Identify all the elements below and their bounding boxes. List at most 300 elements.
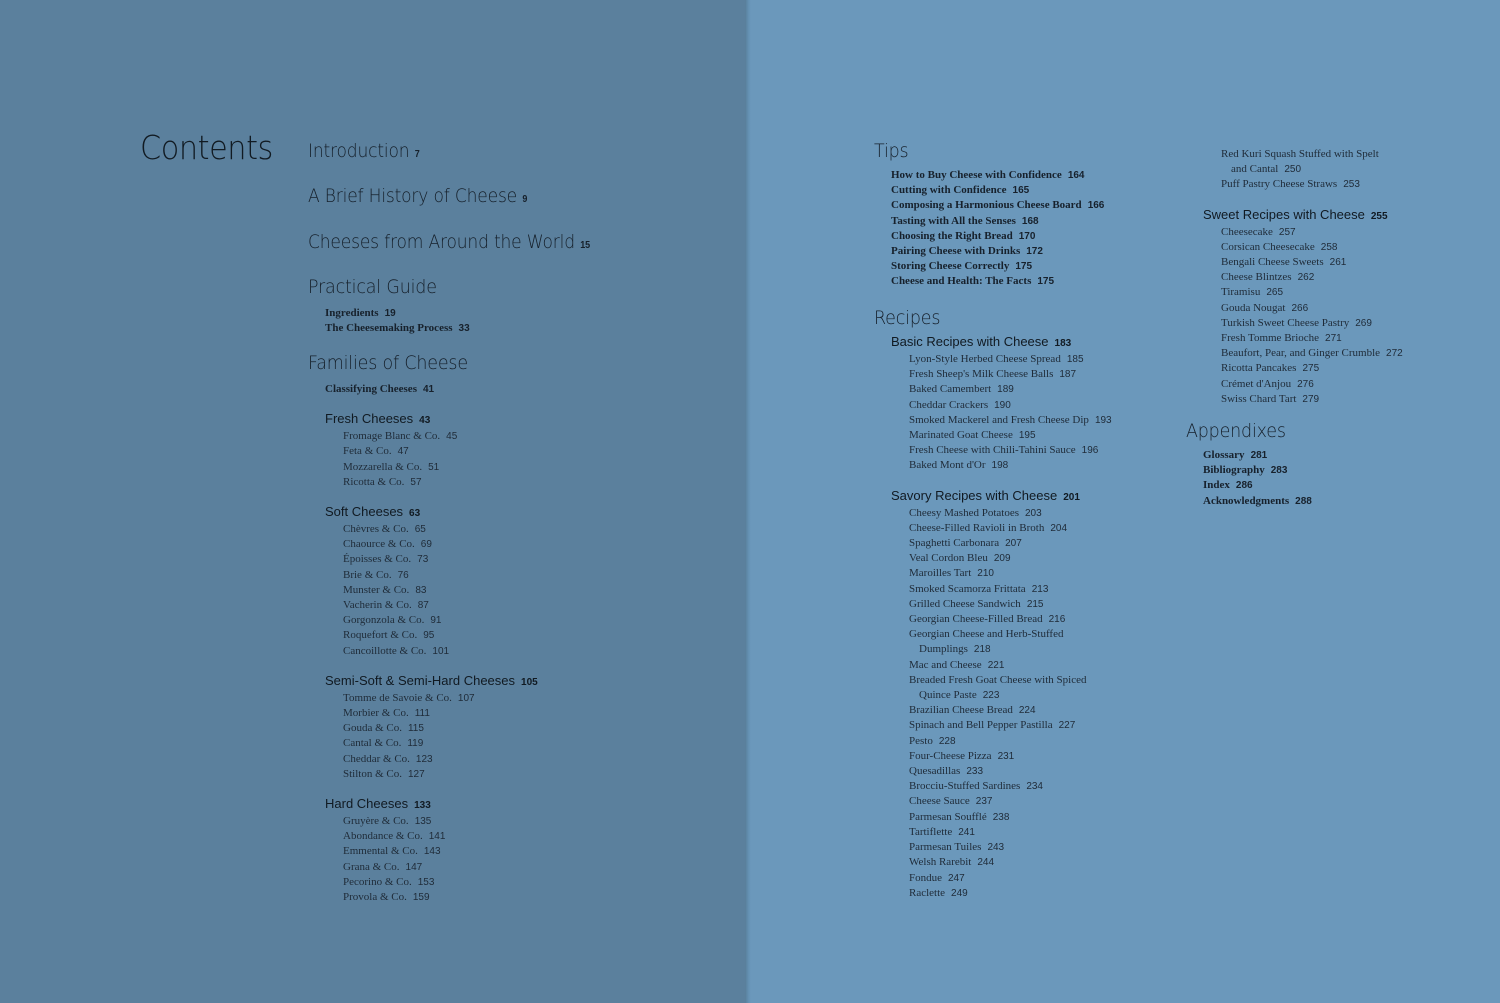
toc-entry[interactable] [891, 794, 1112, 809]
entry-label: Parmesan Soufflé [909, 810, 987, 823]
section-families [308, 352, 538, 919]
toc-entry[interactable] [891, 779, 1112, 794]
page-number: 105 [521, 676, 538, 688]
toc-entry[interactable] [325, 628, 538, 643]
page-number: 141 [428, 831, 446, 843]
cheese-family-group [325, 504, 538, 659]
entry-label: Red Kuri Squash Stuffed with Spelt [1221, 148, 1379, 160]
toc-entry[interactable] [1203, 478, 1312, 493]
toc-entry[interactable] [325, 522, 538, 537]
page-number: 231 [997, 750, 1015, 762]
page-number: 185 [1066, 354, 1084, 365]
toc-entry[interactable] [891, 229, 1104, 244]
entry-label: Composing a Harmonious Cheese Board [891, 199, 1082, 212]
entry-label: Gruyère & Co. [343, 815, 409, 828]
entry-label: Gouda Nougat [1221, 301, 1286, 314]
entry-label: Cheesecake [1221, 225, 1273, 238]
recipes-continued [1203, 147, 1403, 407]
subsection-heading[interactable] [325, 411, 538, 429]
toc-entry[interactable] [1203, 377, 1403, 392]
entry-label: Chèvres & Co. [343, 523, 409, 536]
page-number: 119 [407, 738, 424, 750]
page-number: 45 [446, 431, 458, 443]
toc-introduction[interactable] [308, 140, 420, 166]
toc-entry[interactable] [325, 460, 538, 475]
page-number: 238 [992, 811, 1010, 823]
page-number: 133 [414, 800, 431, 812]
entry-label: Spinach and Bell Pepper Pastilla [909, 719, 1053, 732]
entry-label: Époisses & Co. [343, 553, 412, 566]
toc-entry[interactable] [891, 428, 1112, 443]
toc-entry[interactable] [325, 613, 538, 628]
entry-label: Georgian Cheese-Filled Bread [909, 613, 1043, 626]
toc-entry[interactable] [891, 734, 1112, 749]
entry-label: Cheese Blintzes [1221, 271, 1292, 284]
entry-label: Cheese-Filled Ravioli in Broth [909, 521, 1045, 534]
toc-entry[interactable] [325, 691, 538, 706]
toc-entry[interactable] [325, 598, 538, 613]
page-number: 143 [423, 846, 441, 858]
page-number: 95 [423, 630, 435, 642]
toc-entry[interactable] [891, 536, 1112, 551]
toc-entry[interactable] [1203, 316, 1403, 331]
toc-entry[interactable] [325, 721, 538, 736]
page-number: 198 [991, 460, 1009, 472]
toc-entry[interactable] [891, 703, 1112, 718]
toc-entry[interactable] [325, 321, 470, 336]
entry-label: Pairing Cheese with Drinks [891, 245, 1021, 258]
page-number: 127 [408, 768, 425, 780]
section-title: Recipes [874, 307, 941, 329]
entry-label: Maroilles Tart [909, 567, 972, 580]
page-number: 107 [457, 692, 475, 704]
entry-label: Grilled Cheese Sandwich [909, 597, 1021, 610]
toc-entry[interactable] [891, 521, 1112, 536]
entry-label: Dumplings [919, 643, 968, 656]
entry-label: Cheesy Mashed Potatoes [909, 506, 1019, 519]
subsection-label: Savory Recipes with Cheese [891, 487, 1058, 503]
entry-label: Cheese and Health: The Facts [891, 275, 1032, 288]
toc-entry[interactable] [325, 752, 538, 767]
entry-label: Marinated Goat Cheese [909, 429, 1013, 442]
entry-label: Spaghetti Carbonara [909, 537, 1000, 550]
toc-entry[interactable] [325, 860, 538, 875]
page-number: 193 [1094, 414, 1112, 426]
entry-label: The Cheesemaking Process [325, 322, 453, 335]
toc-entry[interactable] [325, 537, 538, 552]
page-number: 279 [1302, 393, 1320, 405]
toc-entry[interactable] [1203, 255, 1403, 270]
toc-entry[interactable] [1203, 331, 1403, 346]
page-number: 271 [1325, 333, 1342, 345]
toc-entry[interactable] [891, 168, 1104, 183]
page-number: 216 [1048, 614, 1066, 626]
page-number: 168 [1021, 215, 1039, 227]
entry-label: Puff Pastry Cheese Straws [1221, 178, 1338, 191]
page-number: 195 [1018, 430, 1036, 442]
page-number: 215 [1026, 598, 1044, 610]
subsection-heading[interactable] [325, 504, 538, 522]
entry-label: Morbier & Co. [343, 707, 409, 720]
toc-entry[interactable] [1203, 270, 1403, 285]
page-number: 33 [458, 323, 470, 335]
toc-entry[interactable] [891, 443, 1112, 458]
entry-label: Bibliography [1203, 464, 1265, 477]
entry-label: Mozzarella & Co. [343, 460, 423, 473]
page-number: 244 [977, 857, 995, 869]
toc-entry[interactable] [891, 214, 1104, 229]
toc-entry[interactable] [325, 429, 538, 444]
entry-label: and Cantal [1231, 163, 1279, 176]
page-number: 190 [994, 399, 1011, 411]
toc-entry[interactable] [891, 810, 1112, 825]
entry-label: Brazilian Cheese Bread [909, 704, 1013, 717]
section-title: Practical Guide [308, 276, 437, 298]
entry-label: A Brief History of Cheese [308, 185, 518, 207]
page-number: 204 [1050, 522, 1068, 534]
page-number: 210 [977, 568, 994, 580]
entry-label: Cheddar Crackers [909, 398, 989, 411]
page-number: 213 [1031, 583, 1049, 595]
section-practical-guide [308, 276, 470, 336]
cheese-family-group [325, 673, 538, 782]
toc-entry[interactable] [1203, 494, 1312, 509]
toc-entry-continued[interactable] [1203, 162, 1403, 177]
toc-entry[interactable] [325, 814, 538, 829]
entry-label: Tasting with All the Senses [891, 214, 1016, 227]
toc-entry[interactable] [325, 844, 538, 859]
entry-label: Gouda & Co. [343, 722, 402, 735]
toc-entry[interactable] [891, 855, 1112, 870]
entry-label: Chaource & Co. [343, 538, 415, 551]
toc-entry[interactable] [325, 706, 538, 721]
toc-entry[interactable] [1203, 301, 1403, 316]
page-number: 7 [414, 149, 420, 160]
entry-label: Fresh Tomme Brioche [1221, 332, 1320, 345]
page-number: 15 [580, 240, 590, 251]
page-number: 286 [1235, 480, 1253, 492]
entry-label: Glossary [1203, 449, 1245, 461]
page-number: 247 [948, 872, 965, 884]
cheese-family-group [325, 796, 538, 905]
entry-label: Emmental & Co. [343, 845, 418, 858]
entry-label: Ricotta & Co. [343, 475, 405, 488]
page-number: 135 [414, 816, 432, 828]
entry-label: Baked Camembert [909, 383, 992, 396]
toc-entry[interactable] [1203, 463, 1312, 478]
entry-label: Brocciu-Stuffed Sardines [909, 780, 1021, 793]
entry-label: Ingredients [325, 307, 379, 319]
entry-label: Provola & Co. [343, 891, 407, 904]
toc-entry[interactable] [325, 382, 538, 397]
toc-entry[interactable] [891, 398, 1112, 413]
toc-entry-continued[interactable] [891, 688, 1112, 703]
page-number: 153 [417, 876, 435, 888]
toc-entry[interactable] [325, 583, 538, 598]
entry-label: Cantal & Co. [343, 737, 402, 750]
toc-entry[interactable] [891, 718, 1112, 733]
toc-entry[interactable] [1203, 240, 1403, 255]
toc-entry[interactable] [891, 382, 1112, 397]
entry-label: Tartiflette [909, 825, 953, 838]
toc-entry[interactable] [891, 658, 1112, 673]
page-number: 147 [405, 861, 423, 873]
toc-entry[interactable] [325, 890, 538, 905]
page-number: 281 [1250, 450, 1268, 461]
page-number: 283 [1270, 465, 1288, 477]
page-number: 203 [1024, 507, 1042, 519]
cheese-family-group [325, 411, 538, 490]
toc-entry[interactable] [325, 829, 538, 844]
page-number: 233 [966, 766, 984, 778]
toc-entry[interactable] [325, 444, 538, 459]
toc-entry[interactable] [891, 259, 1104, 274]
toc-entry[interactable] [891, 627, 1112, 642]
toc-entry[interactable] [325, 552, 538, 567]
page-number: 218 [973, 644, 991, 656]
entry-label: Crémet d'Anjou [1221, 377, 1292, 390]
page-number: 187 [1059, 369, 1077, 381]
subsection-label: Fresh Cheeses [325, 411, 414, 427]
page-number: 266 [1291, 302, 1309, 314]
page-number: 172 [1026, 246, 1043, 258]
entry-label: Quince Paste [919, 689, 977, 702]
entry-label: Veal Cordon Bleu [909, 552, 988, 565]
page-number: 87 [417, 600, 429, 612]
page-number: 209 [993, 553, 1011, 565]
contents-title: Contents [140, 128, 273, 167]
page-number: 115 [407, 723, 424, 735]
subsection-heading[interactable] [1203, 207, 1403, 225]
entry-label: Grana & Co. [343, 860, 400, 873]
page-number: 57 [410, 476, 422, 488]
page-number: 228 [938, 735, 956, 747]
subsection-label: Sweet Recipes with Cheese [1203, 206, 1365, 222]
toc-entry[interactable] [325, 767, 538, 782]
subsection-label: Hard Cheeses [325, 796, 409, 812]
page-number: 76 [397, 569, 409, 581]
toc-entry[interactable] [891, 673, 1112, 688]
toc-entry[interactable] [891, 764, 1112, 779]
subsection-heading[interactable] [325, 673, 538, 691]
toc-entry[interactable] [891, 244, 1104, 259]
entry-label: Smoked Scamorza Frittata [909, 582, 1026, 595]
entry-label: Fromage Blanc & Co. [343, 430, 441, 443]
entry-label: Swiss Chard Tart [1221, 392, 1297, 405]
page-number: 164 [1067, 170, 1085, 181]
page-number: 224 [1018, 705, 1036, 717]
toc-entry[interactable] [891, 840, 1112, 855]
page-number: 243 [987, 842, 1005, 854]
page-number: 65 [414, 524, 426, 536]
entry-label: Vacherin & Co. [343, 599, 412, 612]
page-number: 175 [1037, 276, 1055, 288]
toc-entry[interactable] [325, 736, 538, 751]
page-number: 221 [987, 659, 1005, 671]
entry-label: Cheddar & Co. [343, 752, 410, 765]
subsection-label: Semi-Soft & Semi-Hard Cheeses [325, 672, 516, 688]
toc-entry[interactable] [1203, 177, 1403, 192]
page-number: 9 [522, 194, 528, 205]
page-number: 159 [412, 892, 430, 904]
entry-label: Acknowledgments [1203, 494, 1290, 507]
toc-entry[interactable] [891, 612, 1112, 627]
toc-entry[interactable] [891, 458, 1112, 473]
toc-entry[interactable] [891, 413, 1112, 428]
page-number: 276 [1297, 378, 1314, 390]
entry-label: Lyon-Style Herbed Cheese Spread [909, 353, 1061, 365]
subsection-label: Basic Recipes with Cheese [891, 334, 1049, 349]
entry-label: Storing Cheese Correctly [891, 260, 1010, 273]
toc-entry[interactable] [891, 597, 1112, 612]
toc-entry[interactable] [325, 875, 538, 890]
subsection-heading[interactable] [891, 488, 1112, 506]
page-number: 250 [1284, 164, 1302, 176]
toc-cheeses-world[interactable] [308, 231, 590, 257]
page-number: 258 [1320, 241, 1338, 253]
page-number: 51 [428, 461, 440, 473]
toc-entry[interactable] [891, 749, 1112, 764]
section-title: Families of Cheese [308, 352, 468, 374]
entry-label: Classifying Cheeses [325, 383, 417, 395]
page-number: 237 [975, 796, 993, 808]
page-number: 111 [414, 708, 430, 720]
entry-label: Brie & Co. [343, 568, 392, 581]
page-number: 257 [1278, 226, 1296, 238]
toc-entry[interactable] [1203, 392, 1403, 407]
page-number: 241 [958, 826, 975, 838]
page-number: 43 [419, 415, 431, 427]
page-number: 255 [1370, 210, 1388, 222]
entry-label: Baked Mont d'Or [909, 459, 986, 472]
entry-label: Feta & Co. [343, 445, 392, 458]
page-number: 165 [1012, 185, 1030, 197]
page-number: 123 [415, 753, 433, 765]
section-appendixes [1186, 420, 1312, 509]
toc-entry[interactable] [891, 582, 1112, 597]
entry-label: Roquefort & Co. [343, 629, 418, 642]
toc-entry[interactable] [325, 644, 538, 659]
page-number: 69 [420, 539, 432, 551]
page-number: 288 [1295, 495, 1312, 507]
entry-label: Index [1203, 479, 1230, 492]
toc-entry[interactable] [891, 566, 1112, 581]
toc-entry[interactable] [1203, 346, 1403, 361]
entry-label: Gorgonzola & Co. [343, 614, 425, 627]
entry-label: Cancoillotte & Co. [343, 644, 427, 657]
entry-label: Pesto [909, 734, 933, 747]
entry-label: Introduction [308, 140, 410, 162]
page-number: 249 [951, 887, 968, 899]
entry-label: Breaded Fresh Goat Cheese with Spiced [909, 673, 1087, 686]
toc-brief-history[interactable] [308, 185, 527, 211]
page-number: 101 [432, 645, 450, 657]
entry-label: Quesadillas [909, 765, 961, 778]
page-number: 91 [430, 615, 442, 627]
entry-label: Ricotta Pancakes [1221, 362, 1297, 375]
toc-entry[interactable] [891, 871, 1112, 886]
toc-entry[interactable] [1203, 147, 1403, 162]
entry-label: Fresh Cheese with Chili-Tahini Sauce [909, 444, 1076, 457]
page-number: 19 [384, 308, 396, 319]
entry-label: Parmesan Tuiles [909, 841, 982, 854]
toc-entry[interactable] [325, 475, 538, 490]
toc-entry[interactable] [891, 367, 1112, 382]
toc-entry[interactable] [891, 198, 1104, 213]
page-number: 83 [415, 584, 427, 596]
entry-label: Tiramisu [1221, 286, 1261, 299]
page-number: 253 [1343, 179, 1360, 191]
toc-entry[interactable] [891, 274, 1104, 289]
page-number: 223 [982, 690, 1000, 702]
page-number: 201 [1063, 491, 1080, 503]
entry-label: Raclette [909, 886, 946, 899]
page-number: 272 [1386, 348, 1403, 360]
toc-entry[interactable] [891, 551, 1112, 566]
toc-entry[interactable] [325, 306, 470, 321]
entry-label: Beaufort, Pear, and Ginger Crumble [1221, 347, 1381, 360]
toc-entry[interactable] [325, 568, 538, 583]
page-number: 261 [1329, 257, 1347, 269]
subsection-heading[interactable] [891, 334, 1112, 352]
toc-entry[interactable] [891, 506, 1112, 521]
entry-label: Pecorino & Co. [343, 875, 412, 888]
page-number: 269 [1355, 317, 1372, 329]
entry-label: Corsican Cheesecake [1221, 240, 1315, 253]
entry-label: Turkish Sweet Cheese Pastry [1221, 316, 1350, 329]
page-number: 234 [1026, 781, 1043, 793]
section-title: Appendixes [1186, 420, 1286, 442]
toc-entry[interactable] [1203, 448, 1312, 463]
page-number: 175 [1015, 261, 1033, 273]
entry-label: Cheeses from Around the World [308, 231, 575, 253]
toc-entry-continued[interactable] [891, 642, 1112, 657]
page-number: 227 [1058, 720, 1076, 732]
entry-label: How to Buy Cheese with Confidence [891, 169, 1062, 181]
toc-entry[interactable] [1203, 361, 1403, 376]
page-number: 183 [1054, 338, 1072, 349]
page-number: 196 [1081, 445, 1099, 457]
toc-entry[interactable] [891, 183, 1104, 198]
toc-entry[interactable] [1203, 285, 1403, 300]
entry-label: Tomme de Savoie & Co. [343, 691, 452, 704]
book-gutter [745, 0, 751, 1003]
section-tips [874, 140, 1104, 290]
entry-label: Fondue [909, 871, 942, 884]
entry-label: Fresh Sheep's Milk Cheese Balls [909, 368, 1054, 381]
page-number: 63 [409, 508, 421, 520]
page-number: 189 [997, 384, 1014, 396]
entry-label: Cutting with Confidence [891, 184, 1007, 197]
entry-label: Bengali Cheese Sweets [1221, 256, 1324, 269]
entry-label: Mac and Cheese [909, 658, 982, 671]
page-number: 207 [1005, 538, 1022, 550]
subsection-label: Soft Cheeses [325, 504, 404, 520]
toc-entry[interactable] [1203, 225, 1403, 240]
entry-label: Four-Cheese Pizza [909, 749, 992, 762]
toc-entry[interactable] [891, 825, 1112, 840]
page-number: 262 [1297, 272, 1315, 284]
entry-label: Cheese Sauce [909, 795, 970, 808]
page-number: 73 [417, 554, 429, 566]
toc-entry[interactable] [891, 886, 1112, 901]
entry-label: Abondance & Co. [343, 830, 423, 843]
entry-label: Welsh Rarebit [909, 856, 972, 869]
page-number: 170 [1018, 230, 1036, 242]
subsection-heading[interactable] [325, 796, 538, 814]
toc-entry[interactable] [891, 352, 1112, 367]
page-number: 41 [422, 384, 435, 395]
